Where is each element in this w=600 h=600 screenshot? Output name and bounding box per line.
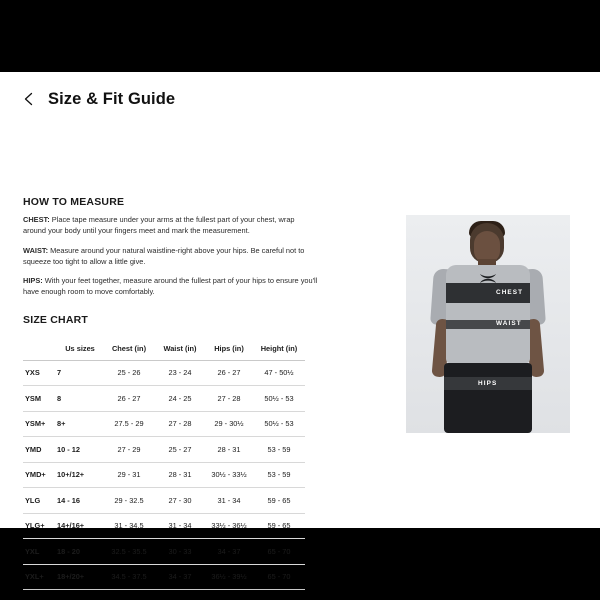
chevron-left-icon bbox=[22, 91, 36, 107]
how-to-measure-heading: HOW TO MEASURE bbox=[23, 196, 125, 208]
col-size bbox=[23, 338, 57, 360]
cell-us-size: 14 - 16 bbox=[57, 495, 81, 505]
table-row bbox=[23, 386, 305, 412]
cell-us-size: 10+/12+ bbox=[57, 470, 85, 480]
cell-height: 50½ - 53 bbox=[264, 393, 294, 403]
measure-chest-paragraph bbox=[23, 215, 318, 236]
cell-us-size: 18+/20+ bbox=[57, 572, 85, 582]
size-chart-table bbox=[23, 338, 305, 590]
cell-us-size: 10 - 12 bbox=[57, 444, 81, 454]
cell-chest: 31 - 34.5 bbox=[114, 521, 144, 531]
cell-hips: 28 - 31 bbox=[217, 444, 241, 454]
measure-chest-text: Place tape measure under your arms at the fullest part of your chest, wrap around your body until your fingers meet and mark the measurement. bbox=[23, 215, 295, 235]
cell-size: YSM bbox=[25, 393, 42, 403]
cell-waist: 34 - 37 bbox=[168, 572, 192, 582]
cell-hips: 31 - 34 bbox=[217, 495, 241, 505]
cell-chest: 34.5 - 37.5 bbox=[111, 572, 147, 582]
cell-waist: 25 - 27 bbox=[168, 444, 192, 454]
table-row bbox=[23, 411, 305, 437]
cell-waist: 31 - 34 bbox=[168, 521, 192, 531]
cell-waist: 24 - 25 bbox=[168, 393, 192, 403]
page-title: Size & Fit Guide bbox=[48, 89, 176, 108]
table-row bbox=[23, 513, 305, 539]
cell-chest: 29 - 32.5 bbox=[114, 495, 144, 505]
measure-waist-paragraph bbox=[23, 246, 318, 267]
hero-label-hips: HIPS bbox=[478, 380, 498, 387]
cell-size: YLG+ bbox=[25, 521, 45, 531]
measure-hips-text: With your feet together, measure around the fullest part of your hips to ensure you'll have enough room to move comfortably. bbox=[23, 276, 318, 296]
cell-chest: 29 - 31 bbox=[117, 470, 141, 480]
size-chart-body bbox=[23, 360, 305, 590]
cell-us-size: 8+ bbox=[57, 419, 66, 429]
table-row bbox=[23, 488, 305, 514]
cell-chest: 27 - 29 bbox=[117, 444, 141, 454]
cell-height: 65 - 70 bbox=[267, 572, 291, 582]
cell-height: 53 - 59 bbox=[267, 444, 291, 454]
cell-us-size: 7 bbox=[57, 368, 62, 378]
cell-us-size: 14+/16+ bbox=[57, 521, 85, 531]
cell-chest: 26 - 27 bbox=[117, 393, 141, 403]
measure-waist-text: Measure around your natural waistline-right above your hips. Be careful not to squeeze too tight to allow a little give. bbox=[23, 246, 305, 266]
cell-us-size: 8 bbox=[57, 393, 62, 403]
cell-chest: 32.5 - 35.5 bbox=[111, 546, 147, 556]
table-row bbox=[23, 564, 305, 590]
cell-hips: 34 - 37 bbox=[217, 546, 241, 556]
cell-chest: 25 - 26 bbox=[117, 368, 141, 378]
panel-header bbox=[18, 88, 175, 110]
measure-hips-term: HIPS: bbox=[23, 276, 43, 285]
cell-hips: 29 - 30½ bbox=[214, 419, 244, 429]
cell-size: YXL bbox=[25, 546, 40, 556]
cell-height: 65 - 70 bbox=[267, 546, 291, 556]
back-button[interactable] bbox=[18, 88, 40, 110]
size-chart-head bbox=[23, 338, 305, 360]
cell-hips: 33½ - 36½ bbox=[211, 521, 247, 531]
size-fit-guide-panel bbox=[0, 72, 600, 582]
cell-size: YMD bbox=[25, 444, 42, 454]
cell-height: 59 - 65 bbox=[267, 521, 291, 531]
product-image bbox=[406, 215, 570, 433]
cell-chest: 27.5 - 29 bbox=[114, 419, 144, 429]
figure-shorts bbox=[444, 363, 532, 433]
hero-label-waist: WAIST bbox=[496, 320, 522, 327]
table-row bbox=[23, 360, 305, 386]
cell-waist: 30 - 33 bbox=[168, 546, 192, 556]
col-hips: Hips (in) bbox=[205, 338, 253, 360]
measure-chest-term: CHEST: bbox=[23, 215, 50, 224]
brand-logo-icon bbox=[478, 271, 498, 282]
cell-height: 53 - 59 bbox=[267, 470, 291, 480]
table-row bbox=[23, 437, 305, 463]
col-us-sizes: Us sizes bbox=[57, 338, 103, 360]
cell-size: YXL+ bbox=[25, 572, 44, 582]
cell-hips: 26 - 27 bbox=[217, 368, 241, 378]
cell-waist: 27 - 28 bbox=[168, 419, 192, 429]
cell-size: YMD+ bbox=[25, 470, 46, 480]
cell-waist: 27 - 30 bbox=[168, 495, 192, 505]
cell-size: YSM+ bbox=[25, 419, 46, 429]
cell-size: YXS bbox=[25, 368, 40, 378]
col-chest: Chest (in) bbox=[103, 338, 155, 360]
measure-hips-paragraph bbox=[23, 276, 318, 297]
size-chart-heading: SIZE CHART bbox=[23, 314, 88, 326]
measure-waist-term: WAIST: bbox=[23, 246, 49, 255]
cell-height: 59 - 65 bbox=[267, 495, 291, 505]
hero-label-chest: CHEST bbox=[496, 289, 524, 296]
cell-hips: 36½ - 39½ bbox=[211, 572, 247, 582]
cell-hips: 30½ - 33½ bbox=[211, 470, 247, 480]
cell-height: 50½ - 53 bbox=[264, 419, 294, 429]
table-header-row bbox=[23, 338, 305, 360]
cell-height: 47 - 50½ bbox=[264, 368, 294, 378]
cell-waist: 23 - 24 bbox=[168, 368, 192, 378]
col-waist: Waist (in) bbox=[155, 338, 205, 360]
cell-size: YLG bbox=[25, 495, 41, 505]
cell-waist: 28 - 31 bbox=[168, 470, 192, 480]
table-row bbox=[23, 462, 305, 488]
cell-us-size: 18 - 20 bbox=[57, 546, 81, 556]
cell-hips: 27 - 28 bbox=[217, 393, 241, 403]
table-row bbox=[23, 539, 305, 565]
col-height: Height (in) bbox=[253, 338, 305, 360]
